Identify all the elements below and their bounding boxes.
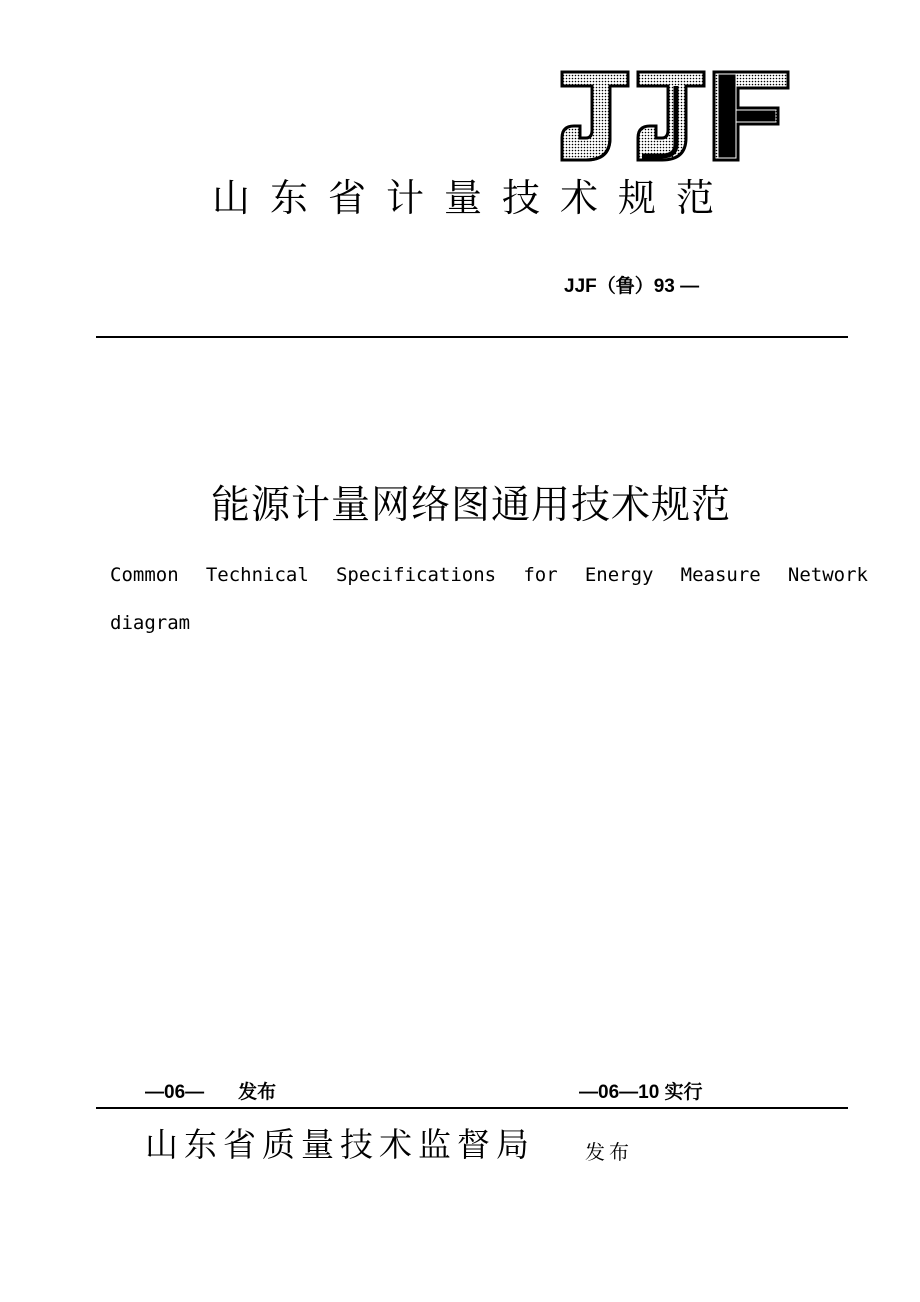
issuer-name: 山东省质量技术监督局 <box>145 1125 535 1164</box>
jjf-logo <box>556 68 792 164</box>
publish-date-block <box>145 1077 276 1104</box>
bottom-divider <box>96 1107 848 1109</box>
title-en-line-1: Common Technical Specifications for Energy Measure Network <box>110 564 868 586</box>
top-divider <box>96 336 848 338</box>
publish-label: 发布 <box>238 1082 277 1103</box>
header-title: 山东省计量技术规范 <box>212 176 735 220</box>
implement-date: —06—10 实行 <box>579 1082 703 1103</box>
main-title-cn: 能源计量网络图通用技术规范 <box>211 483 732 528</box>
publish-date: —06— <box>145 1082 205 1103</box>
main-title-en <box>110 551 868 647</box>
document-code: JJF（鲁）93 — <box>564 276 700 297</box>
title-en-line-2: diagram <box>110 612 191 634</box>
issuer-suffix: 发布 <box>585 1140 633 1164</box>
